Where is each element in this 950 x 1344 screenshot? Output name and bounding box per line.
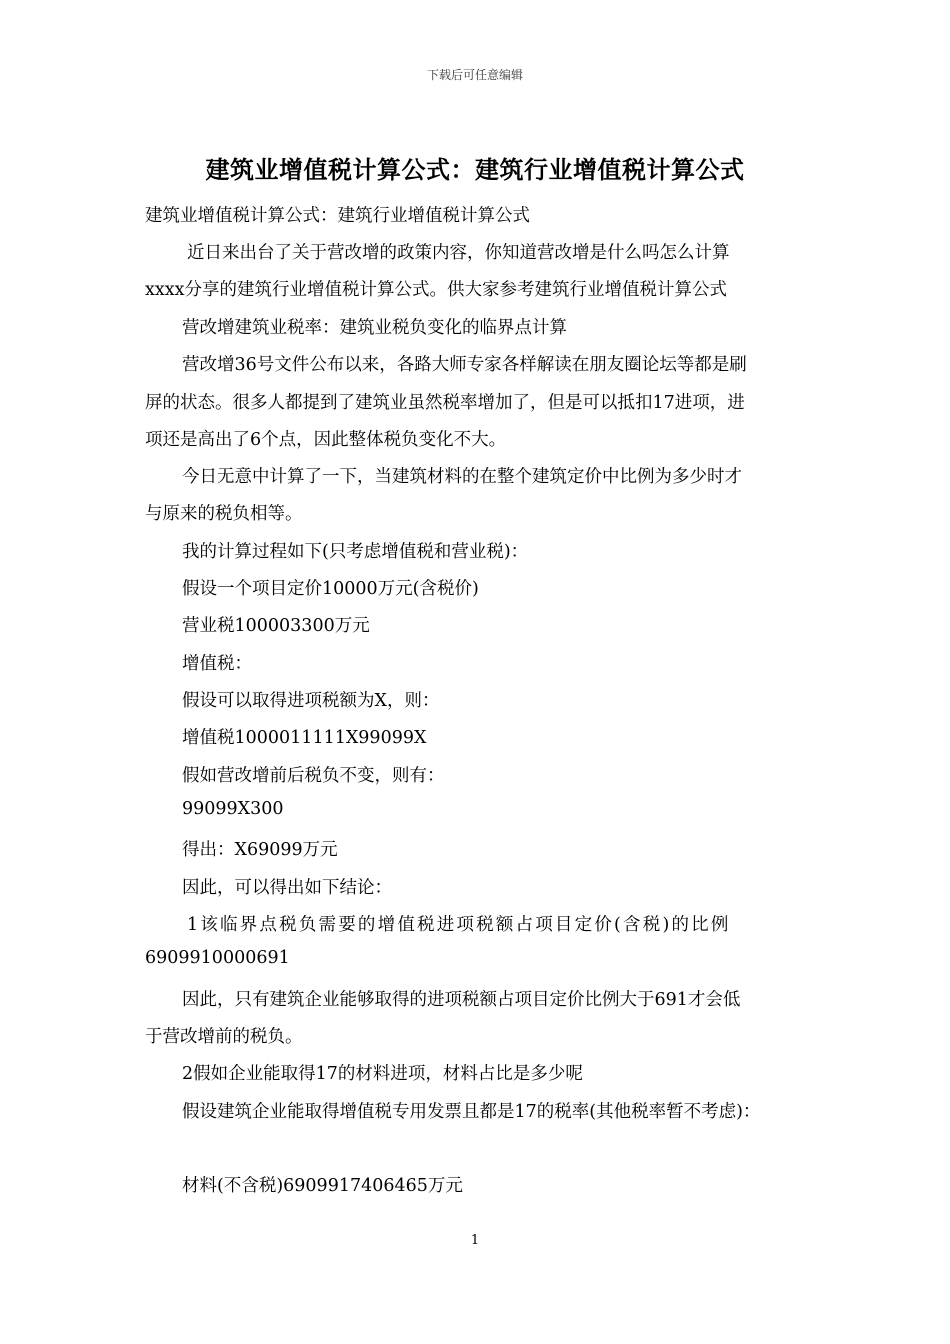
paragraph-8: 增值税： (182, 654, 252, 674)
paragraph-3-line-1: 营改增36号文件公布以来，各路大师专家各样解读在朋友圈论坛等都是刷 (182, 355, 747, 375)
paragraph-6: 假设一个项目定价10000万元(含税价) (182, 579, 479, 599)
paragraph-12: 99099X300 (182, 799, 284, 819)
subtitle-line: 建筑业增值税计算公式：建筑行业增值税计算公式 (145, 206, 530, 226)
paragraph-19: 材料(不含税)6909917406465万元 (182, 1176, 463, 1196)
page-number: 1 (470, 1233, 480, 1248)
paragraph-3-line-3: 项还是高出了6个点，因此整体税负变化不大。 (145, 430, 507, 450)
paragraph-9: 假设可以取得进项税额为X，则： (182, 691, 440, 711)
paragraph-13: 得出：X69099万元 (182, 840, 338, 860)
paragraph-4-line-1: 今日无意中计算了一下，当建筑材料的在整个建筑定价中比例为多少时才 (182, 467, 742, 487)
paragraph-3-line-2: 屏的状态。很多人都提到了建筑业虽然税率增加了，但是可以抵扣17进项，进 (145, 393, 745, 413)
paragraph-15-line-1: 1该临界点税负需要的增值税进项税额占项目定价(含税)的比例 (187, 915, 731, 935)
paragraph-10: 增值税1000011111X99099X (182, 728, 427, 748)
paragraph-15-line-2: 6909910000691 (145, 948, 290, 968)
paragraph-2: 营改增建筑业税率：建筑业税负变化的临界点计算 (182, 318, 567, 338)
paragraph-17: 2假如企业能取得17的材料进项，材料占比是多少呢 (182, 1064, 583, 1084)
page-title: 建筑业增值税计算公式：建筑行业增值税计算公式 (205, 155, 745, 184)
paragraph-11: 假如营改增前后税负不变，则有： (182, 766, 445, 786)
paragraph-16-line-2: 于营改增前的税负。 (145, 1027, 303, 1047)
paragraph-4-line-2: 与原来的税负相等。 (145, 504, 303, 524)
paragraph-5: 我的计算过程如下(只考虑增值税和营业税)： (182, 542, 529, 562)
paragraph-7: 营业税100003300万元 (182, 616, 370, 636)
paragraph-1-line-1: 近日来出台了关于营改增的政策内容，你知道营改增是什么吗怎么计算 (187, 243, 730, 263)
paragraph-16-line-1: 因此，只有建筑企业能够取得的进项税额占项目定价比例大于691才会低 (182, 990, 741, 1010)
paragraph-14: 因此，可以得出如下结论： (182, 878, 392, 898)
header-note: 下载后可任意编辑 (426, 68, 523, 82)
paragraph-18: 假设建筑企业能取得增值税专用发票且都是17的税率(其他税率暂不考虑)： (182, 1102, 761, 1122)
paragraph-1-line-2: xxxx分享的建筑行业增值税计算公式。供大家参考建筑行业增值税计算公式 (145, 280, 727, 300)
